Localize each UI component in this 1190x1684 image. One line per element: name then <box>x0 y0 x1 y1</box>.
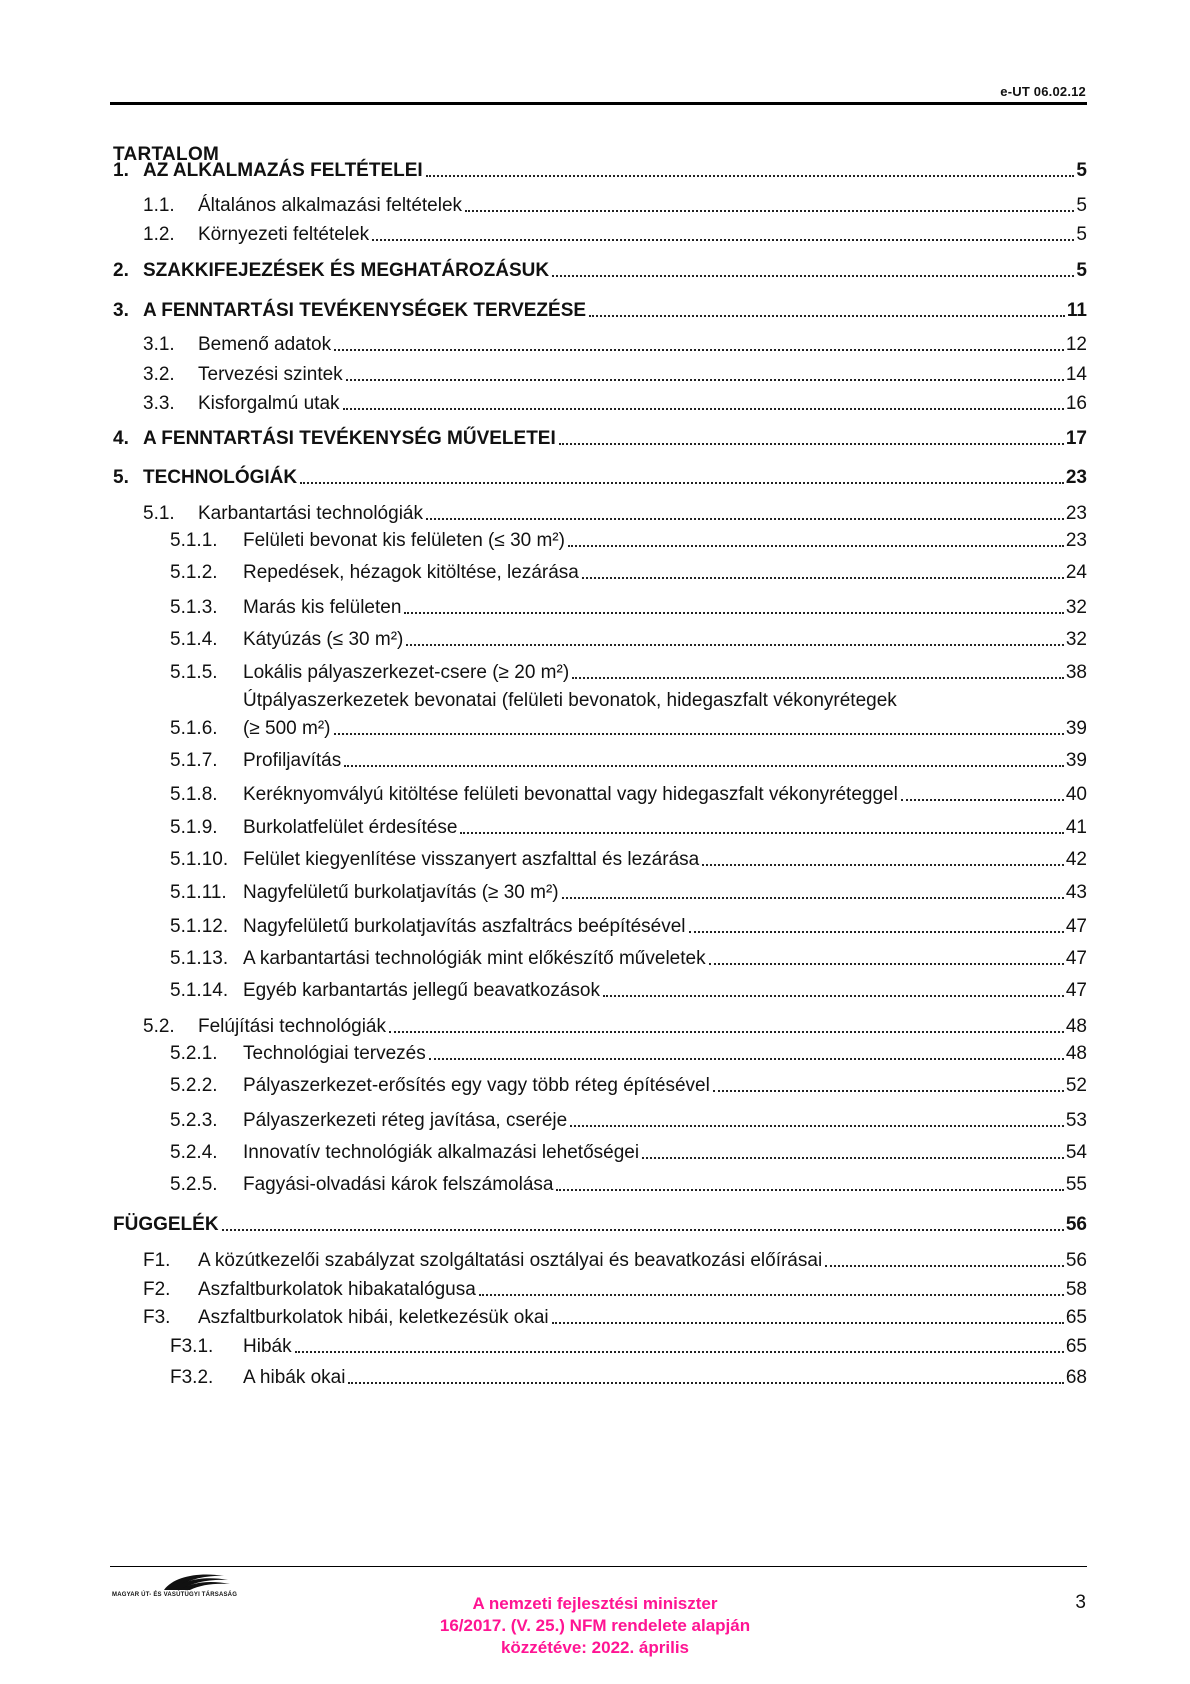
toc-entry-number: 3.1. <box>143 334 175 355</box>
toc-entry-number: 5.2.3. <box>170 1110 218 1131</box>
toc-entry-page: 47 <box>1065 948 1087 969</box>
toc-entry-page: 5 <box>1076 260 1087 281</box>
toc-entry-number: 5.2.5. <box>170 1174 218 1195</box>
toc-entry-text: Útpályaszerkezetek bevonatai (felületi bevonatok, hidegaszfalt vékonyrétegek <box>243 690 897 711</box>
toc-entry[interactable] <box>0 428 1190 454</box>
toc-entry[interactable] <box>0 334 1190 360</box>
toc-entry-page: 47 <box>1065 980 1087 1001</box>
toc-entry-page: 12 <box>1065 334 1087 355</box>
dot-leader <box>825 1265 1064 1267</box>
toc-entry-page: 43 <box>1065 882 1087 903</box>
toc-entry-page: 38 <box>1065 662 1087 683</box>
toc-entry-page: 48 <box>1065 1016 1087 1037</box>
toc-entry-number: 5. <box>113 467 129 488</box>
toc-entry-text: Aszfaltburkolatok hibakatalógusa <box>198 1279 476 1300</box>
dot-leader <box>582 577 1064 579</box>
toc-entry-page: 65 <box>1065 1336 1087 1357</box>
toc-entry-text: Keréknyomvályú kitöltése felületi bevonattal vagy hidegaszfalt vékonyréteggel <box>243 784 898 805</box>
toc-entry-number: 5.1.7. <box>170 750 218 771</box>
dot-leader <box>572 677 1064 679</box>
toc-entry-text: Fagyási-olvadási károk felszámolása <box>243 1174 554 1195</box>
dot-leader <box>222 1229 1064 1231</box>
toc-entry-number: 1.2. <box>143 224 175 245</box>
dot-leader <box>901 799 1064 801</box>
toc-entry-page: 23 <box>1065 530 1087 551</box>
toc-entry-number: 5.1.6. <box>170 718 218 739</box>
toc-entry[interactable] <box>0 750 1190 776</box>
toc-entry[interactable] <box>0 503 1190 529</box>
toc-entry-number: 3.2. <box>143 364 175 385</box>
toc-entry-page: 68 <box>1065 1367 1087 1388</box>
toc-entry[interactable] <box>0 882 1190 908</box>
toc-entry-number: F1. <box>143 1250 171 1271</box>
toc-entry-text: Kisforgalmú utak <box>198 393 340 414</box>
toc-entry-page: 54 <box>1065 1142 1087 1163</box>
dot-leader <box>404 612 1063 614</box>
toc-entry-page: 52 <box>1065 1075 1087 1096</box>
dot-leader <box>343 408 1064 410</box>
toc-entry-page: 23 <box>1065 467 1087 488</box>
dot-leader <box>406 644 1064 646</box>
toc-entry[interactable] <box>0 597 1190 623</box>
toc-entry-text: A FENNTARTÁSI TEVÉKENYSÉGEK TERVEZÉSE <box>143 300 587 321</box>
toc-entry-number: 5.1.10. <box>170 849 229 870</box>
dot-leader <box>642 1157 1064 1159</box>
toc-entry[interactable] <box>0 1336 1190 1362</box>
toc-entry[interactable] <box>0 224 1190 250</box>
publication-notice <box>360 1593 830 1659</box>
toc-entry[interactable] <box>0 467 1190 493</box>
toc-entry-text: Profiljavítás <box>243 750 342 771</box>
dot-leader <box>348 1382 1063 1384</box>
toc-entry-text: Felület kiegyenlítése visszanyert aszfalttal és lezárása <box>243 849 700 870</box>
toc-entry[interactable] <box>0 160 1190 186</box>
dot-leader <box>562 897 1064 899</box>
toc-entry-page: 14 <box>1065 364 1087 385</box>
toc-entry[interactable] <box>0 393 1190 419</box>
toc-entry-page: 40 <box>1065 784 1087 805</box>
toc-entry-text: Pályaszerkezeti réteg javítása, cseréje <box>243 1110 568 1131</box>
toc-entry-number: F3.2. <box>170 1367 214 1388</box>
toc-entry-page: 41 <box>1065 817 1087 838</box>
toc-entry-text: Marás kis felületen <box>243 597 402 618</box>
toc-entry-text: Tervezési szintek <box>198 364 343 385</box>
toc-entry-number: 1.1. <box>143 195 175 216</box>
toc-entry[interactable] <box>0 1307 1190 1333</box>
toc-entry-number: 5.1.1. <box>170 530 218 551</box>
toc-entry-page: 11 <box>1066 300 1087 321</box>
toc-entry-number: 5.1.3. <box>170 597 218 618</box>
toc-entry-text: Karbantartási technológiák <box>198 503 423 524</box>
toc-entry-page: 5 <box>1076 160 1087 181</box>
toc-entry-text: Lokális pályaszerkezet-csere (≥ 20 m²) <box>243 662 570 683</box>
toc-entry-number: 5.1.13. <box>170 948 229 969</box>
toc-entry-page: 53 <box>1065 1110 1087 1131</box>
toc-entry-number: F3.1. <box>170 1336 214 1357</box>
toc-entry-page: 5 <box>1076 195 1087 216</box>
toc-entry-text: Környezeti feltételek <box>198 224 370 245</box>
toc-entry-page: 55 <box>1065 1174 1087 1195</box>
toc-entry-number: 5.1.2. <box>170 562 218 583</box>
toc-entry[interactable] <box>0 364 1190 390</box>
toc-entry[interactable] <box>0 300 1190 326</box>
toc-entry-number: 5.1.11. <box>170 882 227 903</box>
toc-entry-number: 5.1.5. <box>170 662 218 683</box>
toc-entry-page: 48 <box>1065 1043 1087 1064</box>
toc-entry-number: 5.1.4. <box>170 629 218 650</box>
toc-entry-number: F2. <box>143 1279 171 1300</box>
toc-entry-text: A FENNTARTÁSI TEVÉKENYSÉG MŰVELETEI <box>143 428 556 449</box>
toc-entry[interactable] <box>0 1214 1190 1240</box>
toc-entry[interactable] <box>0 629 1190 655</box>
toc-entry[interactable] <box>0 980 1190 1006</box>
dot-leader <box>334 733 1064 735</box>
notice-line: közzétéve: 2022. április <box>500 1638 690 1657</box>
toc-entry[interactable] <box>0 1110 1190 1136</box>
toc-entry-text: Pályaszerkezet-erősítés egy vagy több réteg építésével <box>243 1075 710 1096</box>
toc-entry-number: F3. <box>143 1307 171 1328</box>
toc-entry-text: Felületi bevonat kis felületen (≤ 30 m²) <box>243 530 565 551</box>
toc-entry-number: 5.2.4. <box>170 1142 218 1163</box>
toc-entry-text: Hibák <box>243 1336 292 1357</box>
toc-entry-number: 1. <box>113 160 129 181</box>
dot-leader <box>713 1090 1064 1092</box>
toc-entry-page: 56 <box>1065 1214 1087 1235</box>
toc-entry-page: 32 <box>1065 597 1087 618</box>
toc-entry-text: Repedések, hézagok kitöltése, lezárása <box>243 562 579 583</box>
toc-entry[interactable] <box>0 1075 1190 1101</box>
toc-entry-page: 47 <box>1065 916 1087 937</box>
toc-entry-page: 17 <box>1065 428 1087 449</box>
toc-entry-number: 5.1.14. <box>170 980 229 1001</box>
toc-entry-text: A karbantartási technológiák mint előkészítő műveletek <box>243 948 706 969</box>
toc-entry-text: Általános alkalmazási feltételek <box>198 195 463 216</box>
dot-leader <box>426 175 1075 177</box>
toc-entry-text: Felújítási technológiák <box>198 1016 386 1037</box>
toc-entry-text: Innovatív technológiák alkalmazási lehetőségei <box>243 1142 640 1163</box>
toc-entry-text: A közútkezelői szabályzat szolgáltatási osztályai és beavatkozási előírásai <box>198 1250 823 1271</box>
toc-entry-page: 16 <box>1065 393 1087 414</box>
dot-leader <box>568 545 1064 547</box>
notice-line: A nemzeti fejlesztési miniszter <box>472 1594 718 1613</box>
toc-entry-page: 42 <box>1065 849 1087 870</box>
toc-entry-text: Bemenő adatok <box>198 334 332 355</box>
toc-entry-page: 39 <box>1065 718 1087 739</box>
toc-entry-text: SZAKKIFEJEZÉSEK ÉS MEGHATÁROZÁSUK <box>143 260 550 281</box>
toc-entry-text: Egyéb karbantartás jellegű beavatkozások <box>243 980 601 1001</box>
dot-leader <box>426 518 1064 520</box>
dot-leader <box>552 1322 1064 1324</box>
road-logo-icon <box>112 1570 257 1594</box>
toc-entry-number: 5.2.2. <box>170 1075 218 1096</box>
toc-entry-text: AZ ALKALMAZÁS FELTÉTELEI <box>143 160 423 181</box>
toc-entry[interactable] <box>0 948 1190 974</box>
dot-leader <box>603 995 1064 997</box>
dot-leader <box>709 963 1064 965</box>
dot-leader <box>429 1058 1064 1060</box>
dot-leader <box>346 379 1064 381</box>
toc-entry-page: 39 <box>1065 750 1087 771</box>
toc-entry-number: 2. <box>113 260 129 281</box>
dot-leader <box>300 482 1064 484</box>
dot-leader <box>389 1031 1064 1033</box>
toc-entry[interactable] <box>0 690 1190 744</box>
toc-entry-text: Burkolatfelület érdesítése <box>243 817 458 838</box>
toc-entry-page: 65 <box>1065 1307 1087 1328</box>
dot-leader <box>479 1294 1064 1296</box>
toc-entry-page: 23 <box>1065 503 1087 524</box>
toc-entry[interactable] <box>0 530 1190 556</box>
toc-entry-page: 56 <box>1065 1250 1087 1271</box>
toc-entry-text: A hibák okai <box>243 1367 346 1388</box>
toc-entry-number: 5.1.9. <box>170 817 218 838</box>
toc-entry[interactable] <box>0 195 1190 221</box>
toc-entry[interactable] <box>0 916 1190 942</box>
toc-entry-text: Kátyúzás (≤ 30 m²) <box>243 629 404 650</box>
page-number: 3 <box>1075 1592 1086 1613</box>
dot-leader <box>460 832 1063 834</box>
logo-text: MAGYAR ÚT- ÉS VASÚTÜGYI TÁRSASÁG <box>112 1592 238 1598</box>
toc-entry-number: 5.2. <box>143 1016 175 1037</box>
toc-entry-number: 5.1. <box>143 503 175 524</box>
toc-entry-page: 5 <box>1076 224 1087 245</box>
dot-leader <box>372 239 1074 241</box>
toc-entry-text: Nagyfelületű burkolatjavítás aszfaltrács beépítésével <box>243 916 686 937</box>
toc-entry[interactable] <box>0 260 1190 286</box>
toc-entry-number: 3. <box>113 300 129 321</box>
toc-entry-number: 5.1.12. <box>170 916 229 937</box>
toc-entry[interactable] <box>0 817 1190 843</box>
toc-title: TARTALOM <box>113 144 220 165</box>
dot-leader <box>295 1351 1064 1353</box>
toc-entry[interactable] <box>0 1043 1190 1069</box>
toc-entry-text: FÜGGELÉK <box>113 1214 219 1235</box>
dot-leader <box>570 1125 1064 1127</box>
toc-entry-page: 24 <box>1065 562 1087 583</box>
dot-leader <box>552 275 1074 277</box>
toc-entry[interactable] <box>0 784 1190 810</box>
toc-entry[interactable] <box>0 1279 1190 1305</box>
notice-line: 16/2017. (V. 25.) NFM rendelete alapján <box>439 1616 751 1635</box>
toc-entry-text: Aszfaltburkolatok hibái, keletkezésük okai <box>198 1307 549 1328</box>
toc-entry[interactable] <box>0 849 1190 875</box>
toc-entry-number: 5.1.8. <box>170 784 218 805</box>
toc-entry-text: Technológiai tervezés <box>243 1043 426 1064</box>
dot-leader <box>465 210 1074 212</box>
toc-entry[interactable] <box>0 1016 1190 1042</box>
dot-leader <box>702 864 1064 866</box>
toc-entry-number: 5.2.1. <box>170 1043 218 1064</box>
toc-entry-text: Nagyfelületű burkolatjavítás (≥ 30 m²) <box>243 882 559 903</box>
toc-entry-number: 3.3. <box>143 393 175 414</box>
toc-entry[interactable] <box>0 1142 1190 1168</box>
toc-entry-text: (≥ 500 m²) <box>243 718 331 739</box>
toc-entry[interactable] <box>0 562 1190 588</box>
footer-rule <box>110 1566 1087 1567</box>
toc-entry[interactable] <box>0 1174 1190 1200</box>
dot-leader <box>689 931 1064 933</box>
dot-leader <box>334 349 1064 351</box>
toc-entry-number: 4. <box>113 428 129 449</box>
toc-entry-text: TECHNOLÓGIÁK <box>143 467 298 488</box>
toc-entry[interactable] <box>0 1250 1190 1276</box>
toc-entry-page: 58 <box>1065 1279 1087 1300</box>
dot-leader <box>559 443 1064 445</box>
toc-entry[interactable] <box>0 662 1190 688</box>
dot-leader <box>589 315 1065 317</box>
dot-leader <box>556 1189 1063 1191</box>
header-rule <box>110 102 1087 105</box>
publisher-logo <box>112 1570 257 1600</box>
dot-leader <box>344 765 1064 767</box>
toc-entry-page: 32 <box>1065 629 1087 650</box>
toc-entry[interactable] <box>0 1367 1190 1393</box>
document-code: e-UT 06.02.12 <box>1000 84 1086 99</box>
